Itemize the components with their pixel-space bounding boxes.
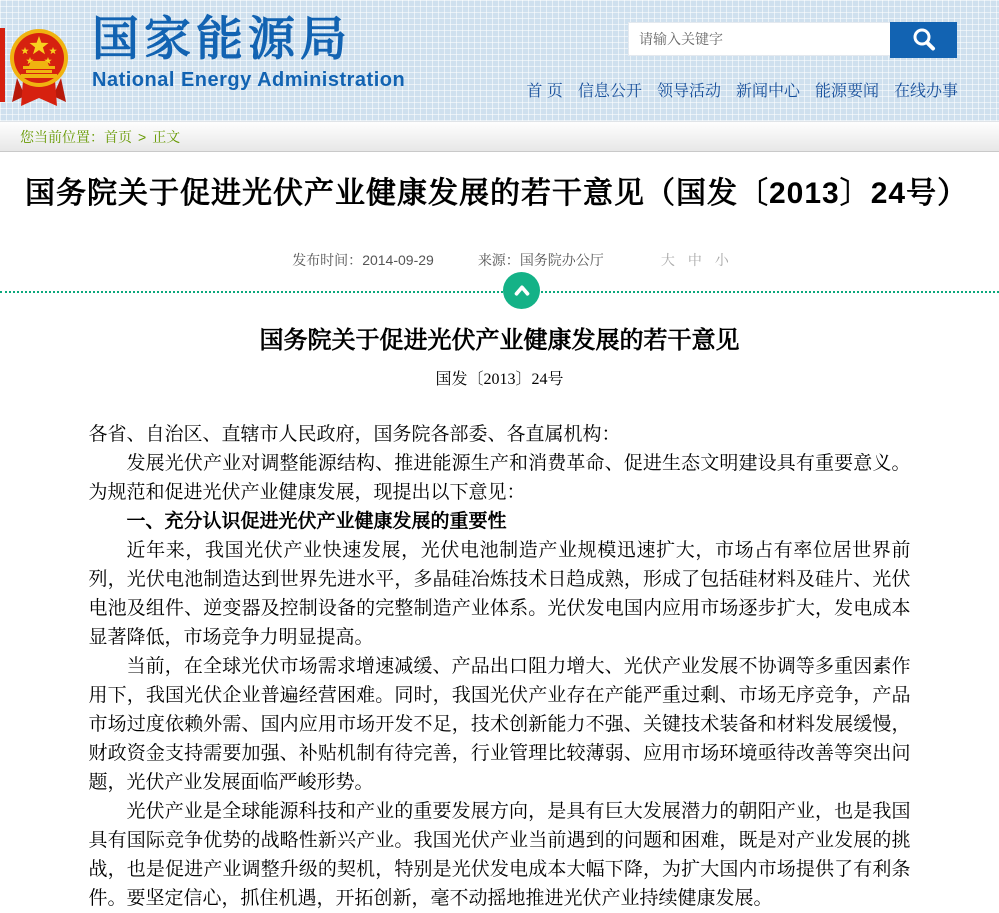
font-size-switch xyxy=(661,250,729,270)
font-size-small-button[interactable]: 小 xyxy=(714,252,729,268)
breadcrumb-label: 您当前位置： xyxy=(20,129,104,145)
chevron-up-icon xyxy=(511,280,533,302)
font-size-large-button[interactable]: 大 xyxy=(660,252,675,268)
dotted-divider xyxy=(0,291,999,293)
search-icon xyxy=(910,26,938,54)
article-paragraph: 光伏产业是全球能源科技和产业的重要发展方向，是具有巨大发展潜力的朝阳产业，也是我国具有国际竞争优势的战略性新兴产业。我国光伏产业当前遇到的问题和困难，既是对产业发展的挑战，也是促进产业调整升级的契机，特别是光伏发电成本大幅下降，为扩大国内市场提供了有利条件。要坚定信心，抓住机遇，开拓创新，毫不动摇地推进光伏产业持续健康发展。 xyxy=(88,801,911,909)
search-input[interactable] xyxy=(628,22,890,56)
article-paragraph: 发展光伏产业对调整能源结构、推进能源生产和消费革命、促进生态文明建设具有重要意义。为规范和促进光伏产业健康发展，现提出以下意见： xyxy=(88,453,911,503)
site-branding xyxy=(92,10,405,92)
article-paragraph: 当前，在全球光伏市场需求增速减缓、产品出口阻力增大、光伏产业发展不协调等多重因素作用下，我国光伏企业普遍经营困难。同时，我国光伏产业存在产能严重过剩、市场无序竞争，产品市场过度依赖外需、国内应用市场开发不足，技术创新能力不强、关键技术装备和材料发展缓慢，财政资金支持需要加强、补贴机制有待完善，行业管理比较薄弱、应用市场环境亟待改善等突出问题，光伏产业发展面临严峻形势。 xyxy=(88,656,911,793)
article-doc-number: 国发〔2013〕24号 xyxy=(435,371,564,388)
article-title: 国务院关于促进光伏产业健康发展的若干意见 xyxy=(259,328,740,354)
nav-item-online-services[interactable]: 在线办事 xyxy=(893,83,958,100)
breadcrumb-current: 正文 xyxy=(152,129,181,145)
article-body xyxy=(89,325,911,913)
site-title-english: National Energy Administration xyxy=(92,69,406,91)
nav-item-home[interactable]: 首 页 xyxy=(526,83,563,100)
breadcrumb-home-link[interactable]: 首页 xyxy=(104,129,132,145)
publish-time: 发布时间：2014-09-29 xyxy=(292,252,434,268)
search-bar xyxy=(628,22,957,58)
site-header xyxy=(0,0,999,121)
article-paragraph: 近年来，我国光伏产业快速发展，光伏电池制造产业规模迅速扩大，市场占有率位居世界前列，光伏电池制造达到世界先进水平，多晶硅冶炼技术日趋成熟，形成了包括硅材料及硅片、光伏电池及组件、逆变器及控制设备的完整制造产业体系。光伏发电国内应用市场逐步扩大，发电成本显著降低，市场竞争力明显提高。 xyxy=(88,540,911,648)
site-title-chinese: 国家能源局 xyxy=(92,12,352,65)
source: 来源：国务院办公厅 xyxy=(477,252,604,268)
search-button[interactable] xyxy=(890,22,957,58)
left-red-ribbon-decoration xyxy=(0,28,5,102)
collapse-button[interactable] xyxy=(503,272,540,309)
article-section-heading: 一、充分认识促进光伏产业健康发展的重要性 xyxy=(126,511,507,532)
nav-item-leader-activities[interactable]: 领导活动 xyxy=(656,83,721,100)
article-paragraph-salutation: 各省、自治区、直辖市人民政府，国务院各部委、各直属机构： xyxy=(88,424,621,445)
font-size-medium-button[interactable]: 中 xyxy=(687,252,702,268)
national-emblem-logo xyxy=(9,18,69,115)
nav-item-info-disclosure[interactable]: 信息公开 xyxy=(577,83,642,100)
article-meta xyxy=(0,250,999,270)
breadcrumb-separator: > xyxy=(138,129,147,145)
page-title: 国务院关于促进光伏产业健康发展的若干意见（国发〔2013〕24号） xyxy=(25,177,969,210)
national-emblem-icon xyxy=(9,18,69,110)
nav-item-news-center[interactable]: 新闻中心 xyxy=(735,83,800,100)
nav-item-energy-news[interactable]: 能源要闻 xyxy=(814,83,879,100)
breadcrumb xyxy=(0,121,999,152)
main-nav xyxy=(526,78,958,101)
